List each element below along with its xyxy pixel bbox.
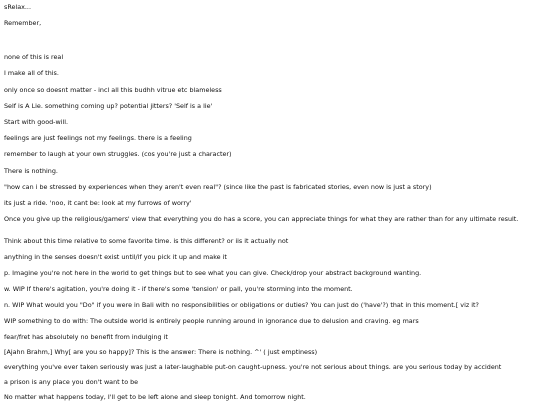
- doc-line: anything in the senses doesn't exist until/if you pick it up and make it: [4, 253, 227, 261]
- doc-line: WIP something to do with: The outside world is entirely people running around in ignorance due to delusion and craving. eg mars: [4, 317, 419, 325]
- doc-line: p. Imagine you're not here in the world to get things but to see what you can give. Check/drop your abstract background wanting.: [4, 269, 422, 277]
- doc-line: There is nothing.: [4, 167, 58, 175]
- doc-line: Once you give up the religious/gamers' view that everything you do has a score, you can appreciate things for what they are rather than for any ultimate result.: [4, 215, 519, 223]
- doc-line: everything you've ever taken seriously was just a later-laughable put-on caught-upness. you're not serious about things. are you serious today by accident: [4, 363, 502, 371]
- doc-line: only once so doesnt matter - incl all this budhh vitrue etc blameless: [4, 86, 222, 94]
- doc-line: Start with good-will.: [4, 118, 69, 126]
- doc-line: a prison is any place you don't want to be: [4, 378, 139, 386]
- doc-line: fear/fret has absolutely no benefit from indulging it: [4, 333, 168, 341]
- doc-line: its just a ride. 'noo, it cant be: look at my furrows of worry': [4, 199, 192, 207]
- doc-line: Think about this time relative to some favorite time. is this different? or iis it actually not: [4, 237, 289, 245]
- doc-line: I make all of this.: [4, 69, 59, 77]
- doc-line: Remember,: [4, 19, 42, 27]
- doc-line: [Ajahn Brahm,] Why[ are you so happy]? This is the answer: There is nothing. ^' ( just emptiness): [4, 348, 318, 356]
- doc-line: feelings are just feelings not my feelings. there is a feeling: [4, 134, 192, 142]
- doc-line: n. WIP What would you "Do" if you were in Bali with no responsibilities or obligations or duties? You can just do ('have'?) that in this moment.[ viz it?: [4, 301, 479, 309]
- doc-line: remember to laugh at your own struggles. (cos you're just a character): [4, 150, 232, 158]
- doc-line: No matter what happens today, I'll get to be left alone and sleep tonight. And tomorrow night.: [4, 393, 306, 401]
- doc-line: none of this is real: [4, 53, 64, 61]
- doc-line: w. WIP If there's agitation, you're doing it - if there's some 'tension' or pall, you're storming into the moment.: [4, 285, 353, 293]
- doc-line: "how can i be stressed by experiences when they aren't even real"? (since like the past is fabricated stories, even now is just a story): [4, 183, 432, 191]
- doc-line: sRelax...: [4, 3, 31, 11]
- doc-line: Self is A Lie. something coming up? potential jitters? 'Self is a lie': [4, 102, 213, 110]
